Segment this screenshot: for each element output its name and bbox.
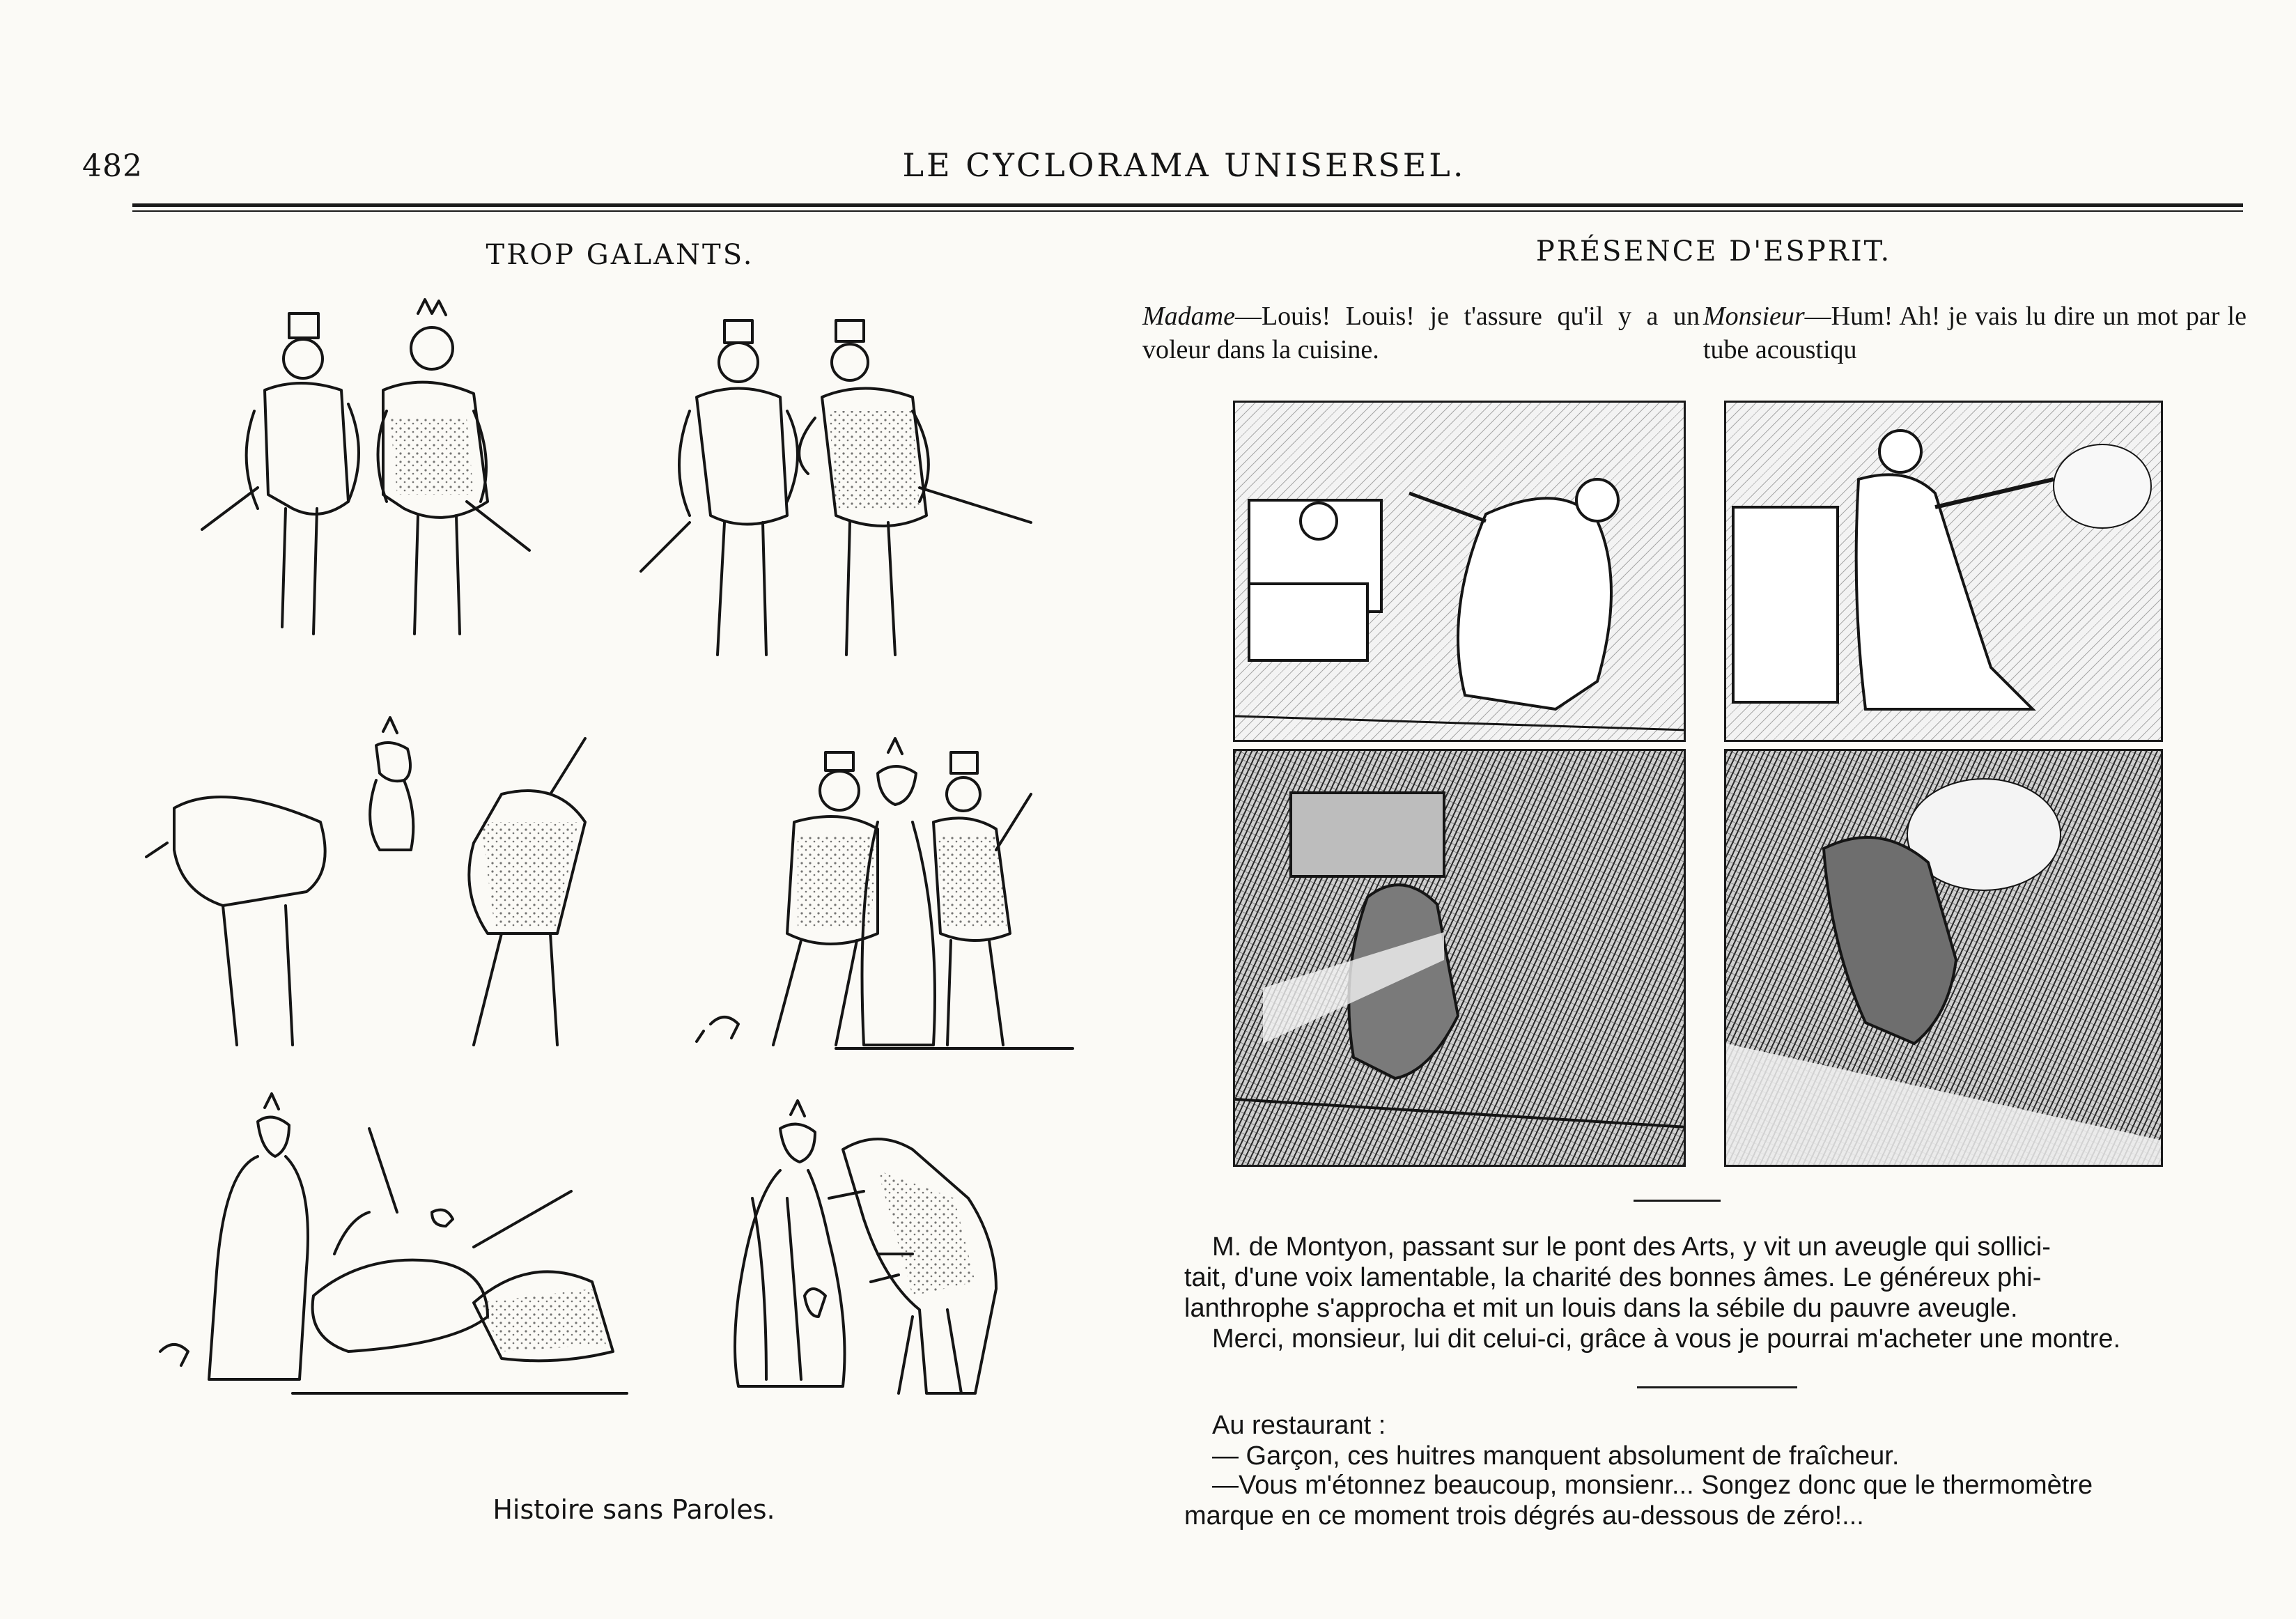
anecdote-2-line-1: — Garçon, ces huitres manquent absolument de fraîcheur.: [1212, 1441, 1900, 1471]
header-rule-thin: [132, 210, 2243, 212]
cartoon-panel-6: [735, 1101, 996, 1393]
dialogue-madame: [1142, 300, 1700, 366]
right-section-title: PRÉSENCE D'ESPRIT.: [1535, 235, 1892, 268]
page-number: 482: [82, 148, 143, 184]
header-rule-thick: [132, 203, 2243, 207]
bedroom-scene-right: [1724, 401, 2163, 742]
speaker-madame: Madame: [1142, 302, 1235, 331]
dialogue-madame-text: —Louis! Louis! je t'assure qu'il y a un voleur dans la cuisine.: [1142, 302, 1700, 364]
anecdote-1-line-4: Merci, monsieur, lui dit celui-ci, grâce à vous je pourrai m'acheter une montre.: [1212, 1324, 2121, 1354]
cartoon-panel-3: [146, 718, 585, 1045]
kitchen-scene-right: [1724, 749, 2163, 1167]
separator-1: [1634, 1200, 1721, 1202]
bedroom-scene-left: [1233, 401, 1686, 742]
publication-title: LE CYCLORAMA UNISERSEL.: [902, 146, 1466, 184]
dialogue-monsieur-text: —Hum! Ah! je vais lu dire un mot par le tube acoustiqu: [1703, 302, 2247, 364]
anecdote-2-line-3: marque en ce moment trois dégrés au-dessous de zéro!...: [1184, 1501, 1864, 1531]
left-section-title: TROP GALANTS.: [486, 239, 754, 271]
anecdote-2-intro: Au restaurant :: [1212, 1411, 1386, 1440]
dialogue-monsieur: [1703, 300, 2247, 366]
anecdote-1-line-1: M. de Montyon, passant sur le pont des Arts, y vit un aveugle qui sollici-: [1212, 1232, 2051, 1262]
left-caption: Histoire sans Paroles.: [492, 1494, 775, 1525]
kitchen-scene-left: [1233, 749, 1686, 1167]
cartoon-panel-1: [202, 300, 529, 634]
cartoon-panel-4: [697, 738, 1073, 1048]
anecdote-1-line-2: tait, d'une voix lamentable, la charité des bonnes âmes. Le généreux phi-: [1184, 1263, 2042, 1292]
cartoon-panel-2: [641, 320, 1031, 655]
cartoon-panel-5: [160, 1094, 627, 1393]
separator-2: [1637, 1386, 1797, 1388]
anecdote-2-line-2: —Vous m'étonnez beaucoup, monsienr... Songez donc que le thermomètre: [1212, 1471, 2093, 1500]
speaker-monsieur: Monsieur: [1703, 302, 1805, 331]
trop-galants-illustration: [139, 293, 1115, 1491]
anecdote-1-line-3: lanthrophe s'approcha et mit un louis dans la sébile du pauvre aveugle.: [1184, 1294, 2018, 1323]
